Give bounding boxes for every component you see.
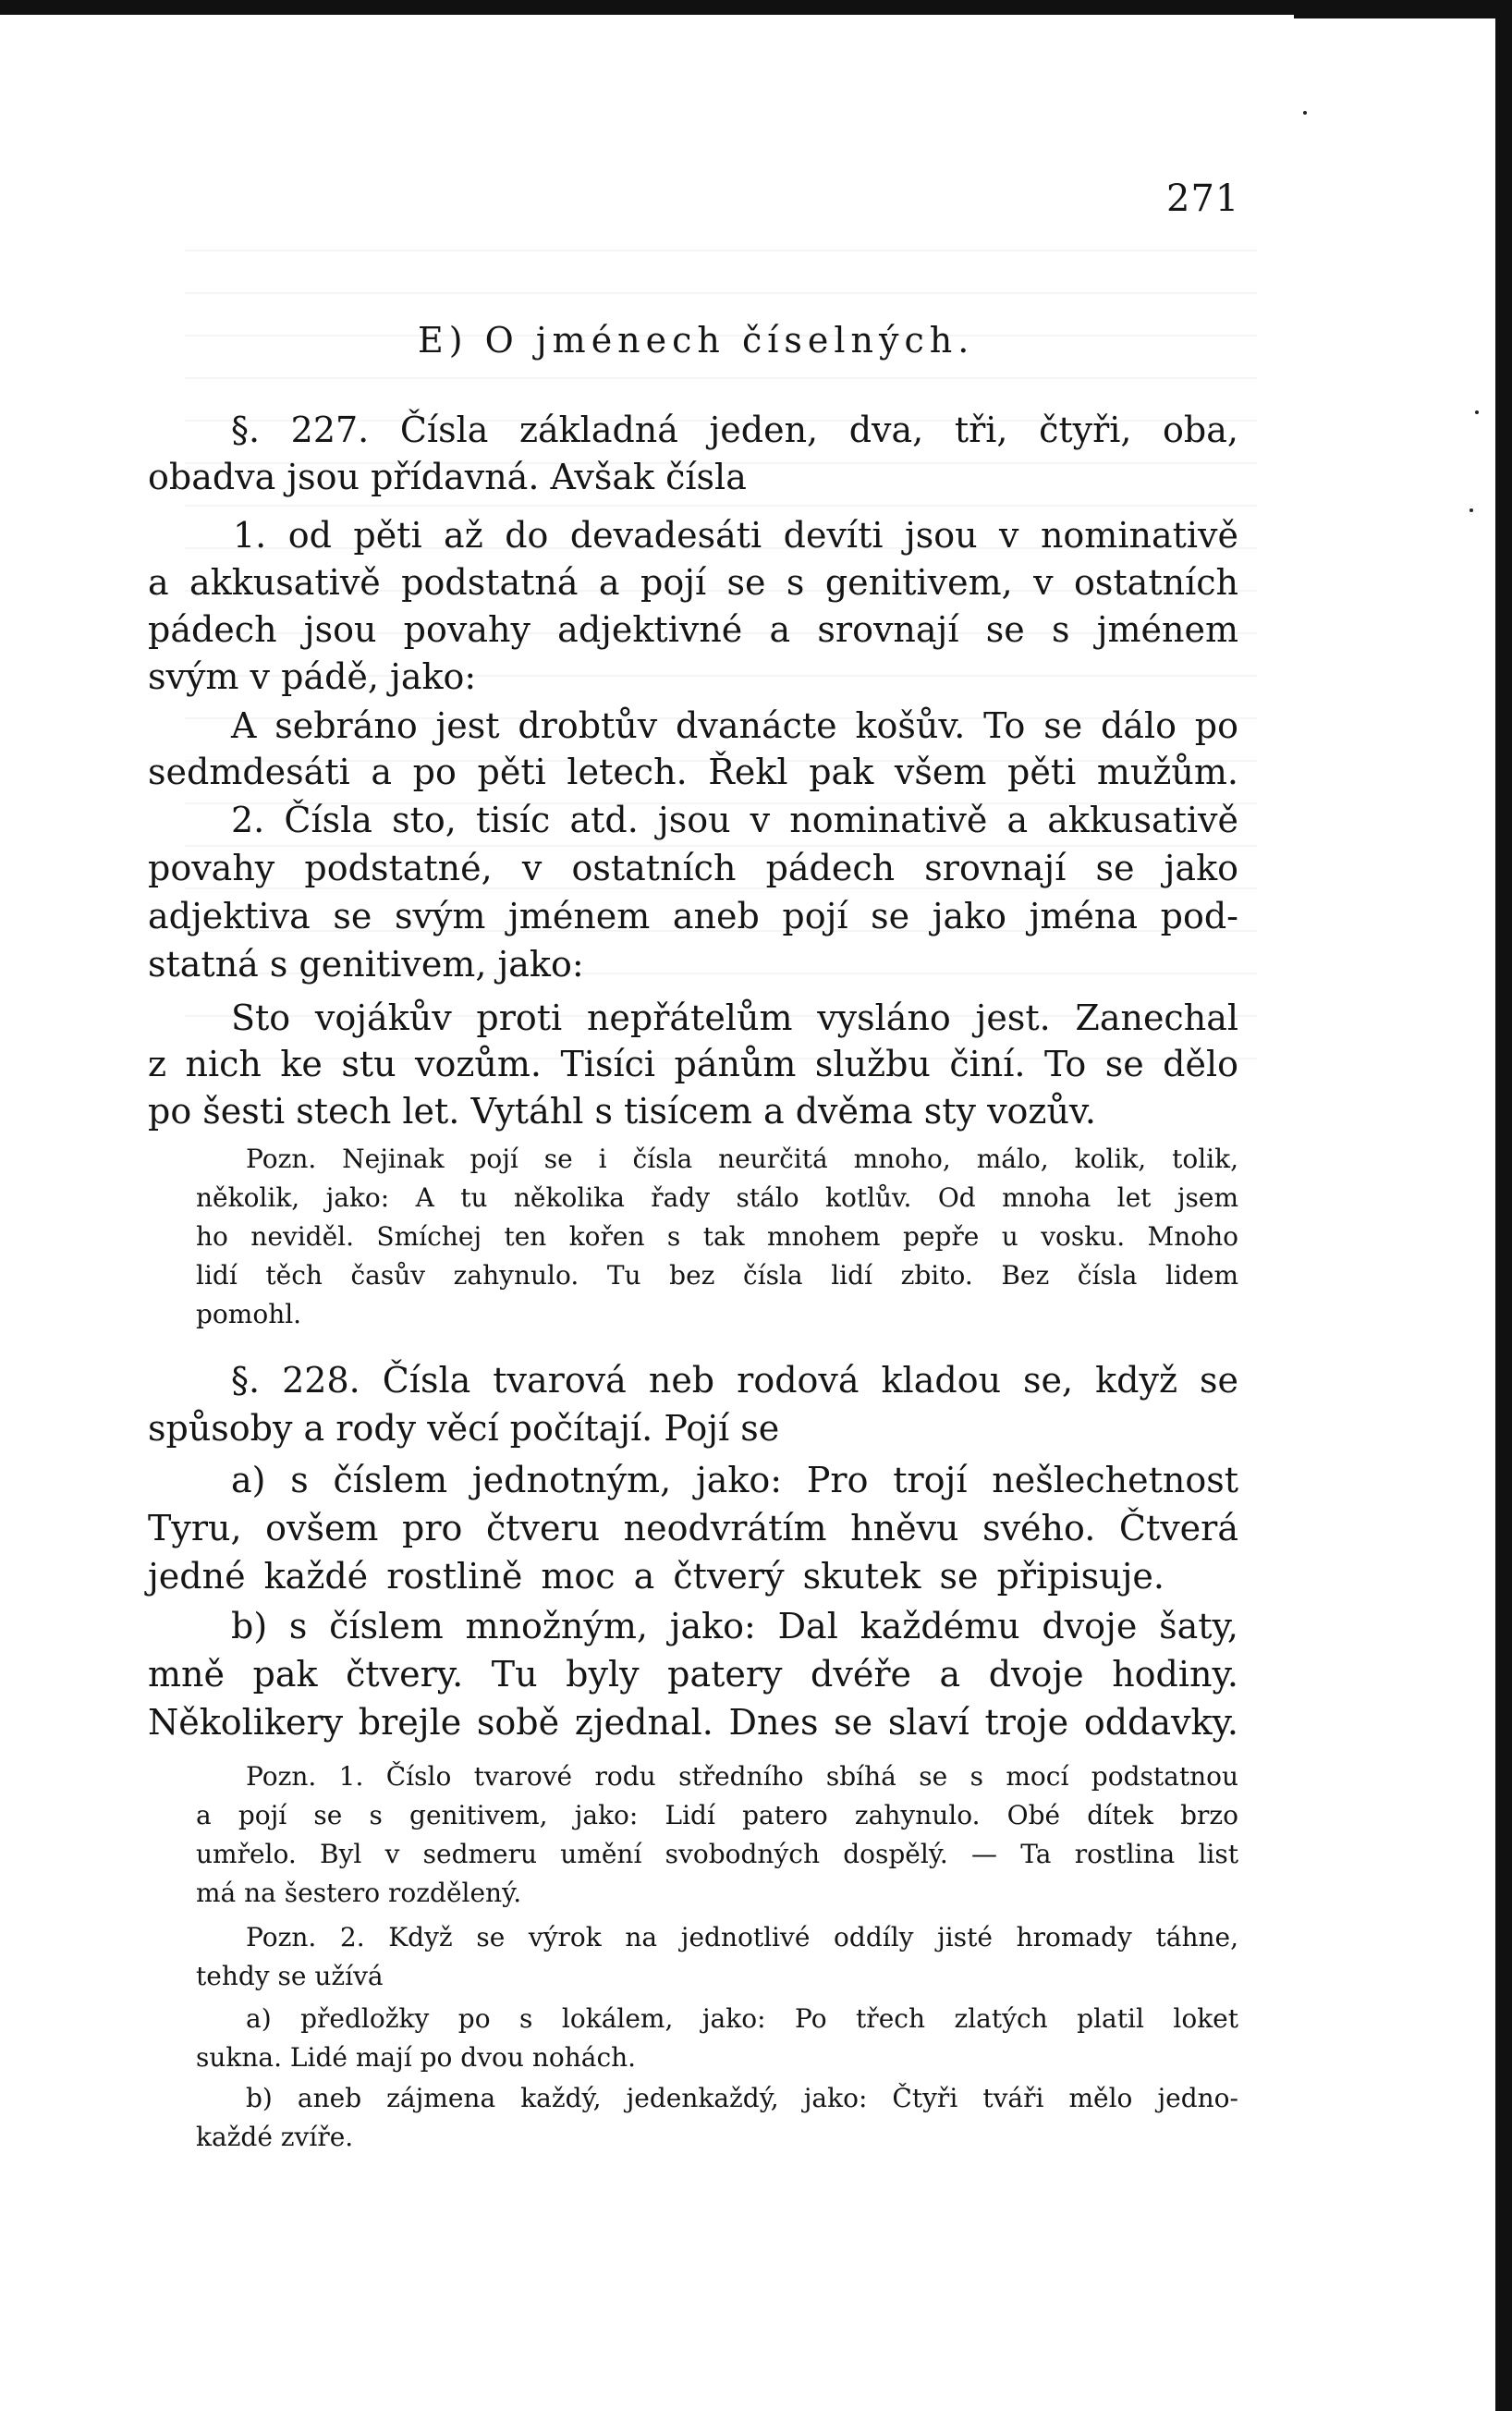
note-line: Pozn. 2. Když se výrok na jednotlivé oddíly jisté hromady táhne, (246, 1922, 1238, 1952)
note-line: b) aneb zájmena každý, jedenkaždý, jako: Čtyři tváři mělo jedno- (246, 2083, 1238, 2113)
example-line: Tyru, ovšem pro čtveru neodvrátím hněvu svého. Čtverá (148, 1508, 1238, 1548)
paragraph-line: obadva jsou přídavná. Avšak čísla (148, 457, 747, 497)
example-line: A sebráno jest drobtův dvanácte košův. To se dálo po (231, 705, 1238, 746)
scan-border-right (1495, 0, 1512, 2411)
paragraph-line: spůsoby a rody věcí počítají. Pojí se (148, 1408, 780, 1449)
section-heading: E) O jménech číselných. (418, 320, 975, 361)
paragraph-line: a) s číslem jednotným, jako: Pro trojí nešlechetnost (231, 1460, 1238, 1500)
example-line: jedné každé rostlině moc a čtverý skutek se připisuje. (148, 1556, 1164, 1597)
note-line: sukna. Lidé mají po dvou nohách. (196, 2042, 637, 2073)
scan-border-notch (1294, 7, 1512, 18)
paragraph-line: adjektiva se svým jménem aneb pojí se jako jména pod- (148, 896, 1238, 936)
paragraph-line: povahy podstatné, v ostatních pádech srovnají se jako (148, 848, 1238, 888)
page-number: 271 (1166, 177, 1240, 220)
note-line: několik, jako: A tu několika řady stálo kotlův. Od mnoha let jsem (196, 1182, 1238, 1213)
note-line: a pojí se s genitivem, jako: Lidí patero zahynulo. Obé dítek brzo (196, 1800, 1238, 1830)
example-line: z nich ke stu vozům. Tisíci pánům službu činí. To se dělo (148, 1044, 1238, 1084)
note-line: pomohl. (196, 1299, 302, 1329)
note-line: tehdy se užívá (196, 1961, 384, 1991)
note-line: každé zvíře. (196, 2122, 354, 2152)
example-line: Sto vojákův proti nepřátelům vysláno jest. Zanechal (231, 997, 1238, 1038)
example-line: mně pak čtvery. Tu byly patery dvéře a dvoje hodiny. (148, 1654, 1238, 1695)
example-line: po šesti stech let. Vytáhl s tisícem a dvěma sty vozův. (148, 1091, 1096, 1132)
note-line: a) předložky po s lokálem, jako: Po třech zlatých platil loket (246, 2003, 1238, 2034)
paragraph-line: 1. od pěti až do devadesáti devíti jsou v nominativě (233, 515, 1238, 556)
note-line: umřelo. Byl v sedmeru umění svobodných dospělý. — Ta rostlina list (196, 1839, 1238, 1869)
scan-border-top (0, 0, 1512, 15)
note-line: ho neviděl. Smíchej ten kořen s tak mnohem pepře u vosku. Mnoho (196, 1221, 1238, 1252)
note-line: lidí těch časův zahynulo. Tu bez čísla lidí zbito. Bez čísla lidem (196, 1260, 1238, 1291)
note-line: má na šestero rozdělený. (196, 1878, 522, 1908)
note-line: Pozn. Nejinak pojí se i čísla neurčitá mnoho, málo, kolik, tolik, (246, 1144, 1238, 1174)
paragraph-line: §. 227. Čísla základná jeden, dva, tři, čtyři, oba, (231, 410, 1238, 450)
scan-speck (1303, 111, 1307, 115)
note-line: Pozn. 1. Číslo tvarové rodu středního sbíhá se s mocí podstatnou (246, 1761, 1238, 1792)
paragraph-line: svým v pádě, jako: (148, 656, 477, 697)
paragraph-line: 2. Čísla sto, tisíc atd. jsou v nominativě a akkusativě (231, 800, 1238, 840)
paragraph-line: §. 228. Čísla tvarová neb rodová kladou se, když se (231, 1360, 1238, 1401)
scan-speck (1475, 410, 1479, 414)
paragraph-line: a akkusativě podstatná a pojí se s genitivem, v ostatních (148, 562, 1238, 603)
scan-speck (1469, 508, 1473, 512)
example-line: Několikery brejle sobě zjednal. Dnes se slaví troje oddavky. (148, 1702, 1238, 1743)
paragraph-line: b) s číslem množným, jako: Dal každému dvoje šaty, (231, 1606, 1238, 1646)
paragraph-line: pádech jsou povahy adjektivné a srovnají se s jménem (148, 609, 1238, 650)
paragraph-line: statná s genitivem, jako: (148, 944, 584, 985)
example-line: sedmdesáti a po pěti letech. Řekl pak všem pěti mužům. (148, 752, 1238, 792)
